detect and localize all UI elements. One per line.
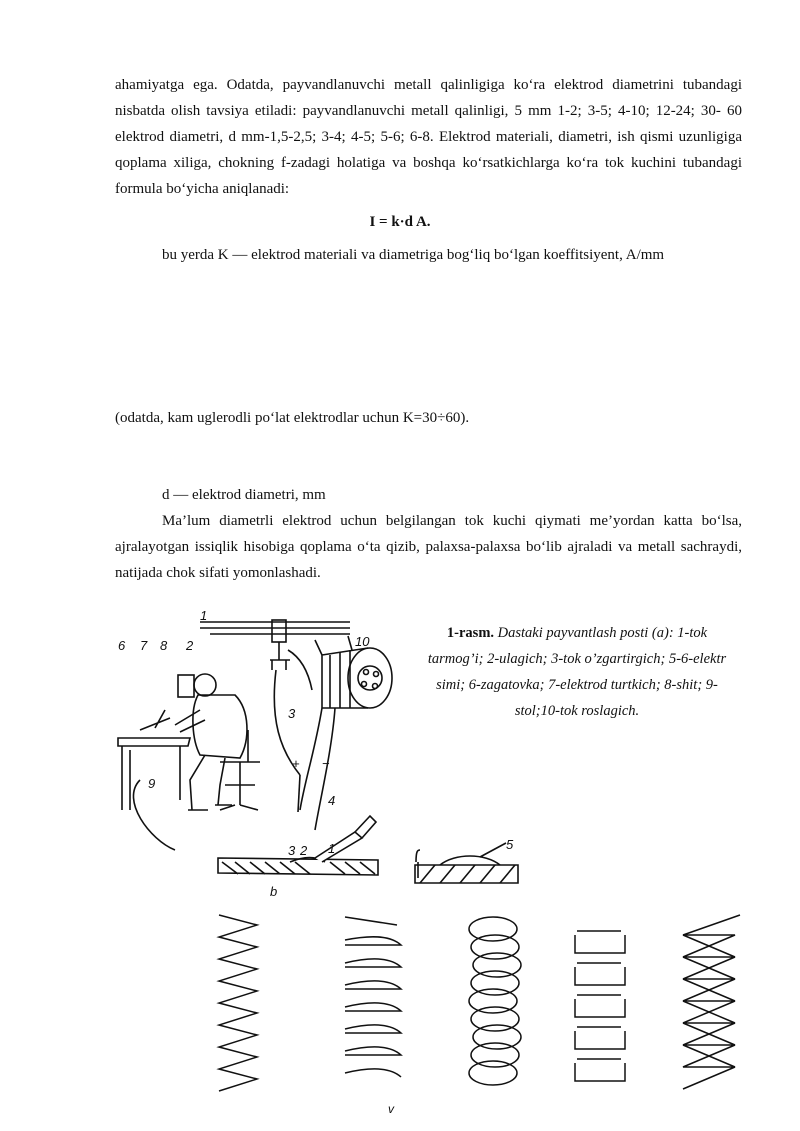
paragraph-coefficient: bu yerda K — elektrod materiali va diametriga bog‘liq bo‘lgan koeffitsiyent, A/mm [162,247,665,263]
figure-caption [418,620,736,724]
figure-label-3: 3 [288,706,296,721]
figure-label-2: 2 [186,638,194,653]
welding-post-figure [100,600,420,900]
figure-label-minus: − [322,756,330,771]
caption-number: 1-rasm. [446,625,495,641]
figure-label-10: 10 [355,634,370,649]
figure-label-1: 1 [200,608,208,623]
caption-text: Dastaki payvantlash posti (a): 1-tok tarmog’i; 2-ulagich; 3-tok o’zgartirgich; 5-6-elektr simi; 6-zagatovka; 7-elektrod turtkich; 8-shit; 9-stol;10-tok roslagich. [427,625,727,719]
paragraph-coefficient-range: (odatda, kam uglerodli po‘lat elektrodlar uchun K=30÷60). [115,410,470,426]
figure-label-plus: + [292,756,300,771]
figure-label-w3: 3 [288,843,296,858]
figure-label-w2: 2 [300,843,308,858]
weld-section-figure [410,835,530,905]
figure-label-7: 7 [140,638,148,653]
paragraph-diameter-def: d — elektrod diametri, mm [162,487,326,503]
figure-label-w1: 1 [328,841,336,856]
figure-label-8: 8 [160,638,168,653]
figure-label-v: v [388,1102,394,1115]
paragraph-electrode-diameter: ahamiyatga ega. Odatda, payvandlanuvchi metall qalinligiga ko‘ra elektrod diametrini tubandagi nisbatda olish tavsiya etiladi: payvandlanuvchi metall qalinligi, 5 mm 1-2; 3-5; 4-10; 12-24; 30- 60 elektrod diametri, d mm-1,5-2,5; 3-4; 4-5; 5-6; 6-8. Elektrod materiali, diametri, ish qismi uzunligiga qoplama xiliga, chokning f-zadagi holatiga va boshqa ko‘rsatkichlarga ko‘ra tok kuchini tubandagi formula bo‘yicha aniqlanadi: [115,77,742,197]
figure-label-b: b [270,884,278,899]
paragraph-excess-current: Ma’lum diametrli elektrod uchun belgilangan tok kuchi qiymati me’yordan katta bo‘lsa, ajralayotgan issiqlik hisobiga qoplama o‘ta qizib, palaxsa-palaxsa bo‘lib ajraladi va metall sachraydi, natijada chok sifati yomonlashadi. [115,513,742,581]
figure-label-5: 5 [506,837,514,852]
figure-label-9: 9 [148,776,156,791]
figure-label-4: 4 [328,793,336,808]
electrode-motion-patterns [205,905,765,1115]
current-formula: I = k·d A. [369,214,431,230]
figure-label-6: 6 [118,638,126,653]
